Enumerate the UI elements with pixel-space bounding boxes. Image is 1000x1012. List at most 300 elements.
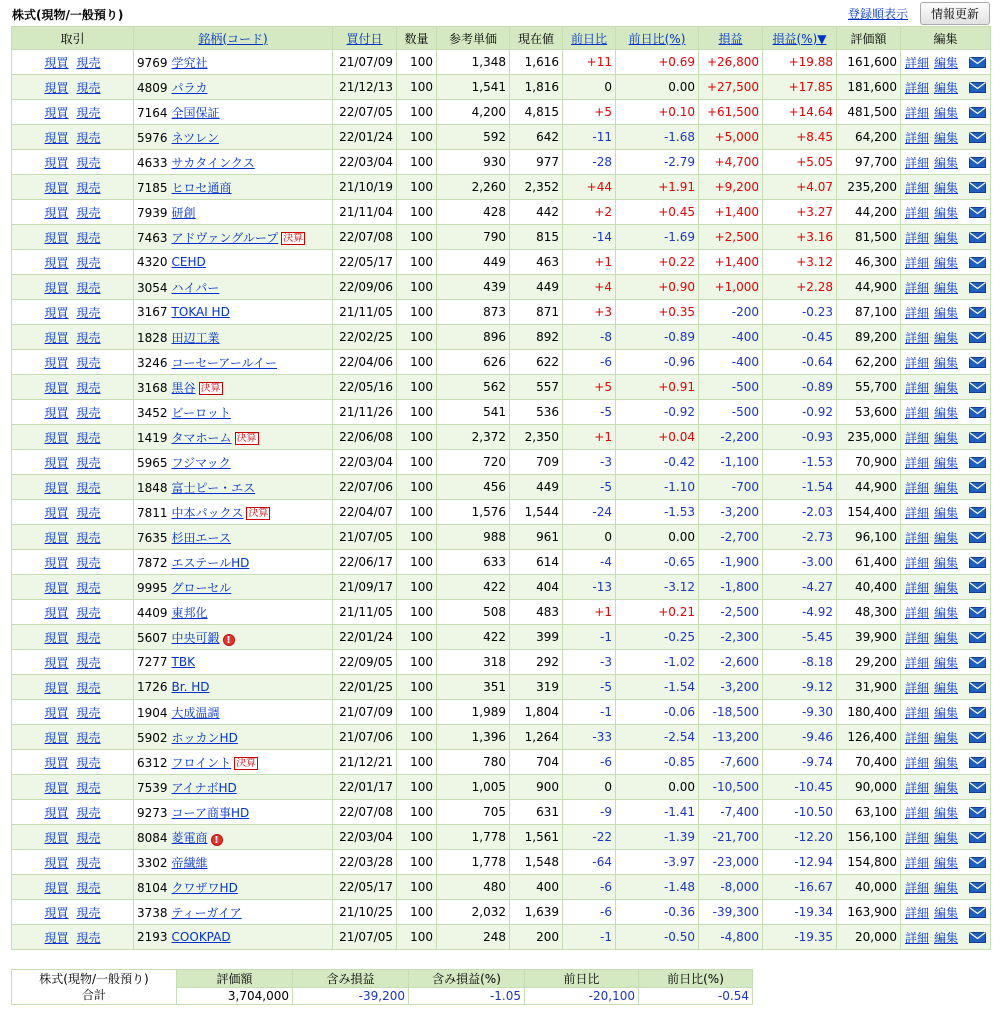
buy-link[interactable]: 現買 [44,430,69,445]
table-row [12,925,991,950]
buy-link[interactable]: 現買 [44,555,69,570]
stock-name-link[interactable]: 中央可鍛 [171,630,220,645]
detail-link[interactable]: 詳細 [904,155,929,170]
edit-link[interactable]: 編集 [934,230,959,245]
buy-date: 21/12/13 [333,75,397,100]
detail-link[interactable]: 詳細 [904,130,929,145]
profit-loss-pct: -5.45 [763,625,837,650]
day-change-pct: -1.39 [616,825,699,850]
sell-link[interactable]: 現売 [76,430,101,445]
sort-buy-date-link[interactable]: 買付日 [346,31,383,46]
trade-cell [12,575,134,600]
buy-link[interactable]: 現買 [44,355,69,370]
buy-date: 21/11/05 [333,300,397,325]
buy-link[interactable]: 現買 [44,505,69,520]
edit-link[interactable]: 編集 [934,280,959,295]
stock-name-link[interactable]: 富士ピー・エス [171,480,256,495]
day-change: -5 [563,475,616,500]
trade-cell [12,750,134,775]
current-price: 900 [510,775,563,800]
buy-link[interactable]: 現買 [44,480,69,495]
edit-link[interactable]: 編集 [934,705,959,720]
mail-icon[interactable] [969,907,986,918]
stock-name-link[interactable]: ティーガイア [171,905,242,920]
ref-price: 1,005 [437,775,510,800]
edit-link[interactable]: 編集 [934,480,959,495]
registration-order-link[interactable]: 登録順表示 [847,7,908,21]
stock-name-link[interactable]: 全国保証 [171,105,220,120]
valuation: 20,000 [837,925,901,950]
buy-link[interactable]: 現買 [44,930,69,945]
sell-link[interactable]: 現売 [76,505,101,520]
detail-link[interactable]: 詳細 [904,355,929,370]
refresh-info-button[interactable]: 情報更新 [920,2,990,25]
table-row [12,900,991,925]
sell-link[interactable]: 現売 [76,280,101,295]
buy-link[interactable]: 現買 [44,80,69,95]
buy-link[interactable]: 現買 [44,580,69,595]
mail-icon[interactable] [969,132,986,143]
profit-loss-pct: +4.07 [763,175,837,200]
valuation: 63,100 [837,800,901,825]
sell-link[interactable]: 現売 [76,355,101,370]
buy-link[interactable]: 現買 [44,855,69,870]
day-change: -6 [563,750,616,775]
edit-link[interactable]: 編集 [934,80,959,95]
detail-link[interactable]: 詳細 [904,780,929,795]
edit-link[interactable]: 編集 [934,305,959,320]
edit-link[interactable]: 編集 [934,155,959,170]
mail-icon[interactable] [969,757,986,768]
day-change: +1 [563,600,616,625]
sell-link[interactable]: 現売 [76,705,101,720]
buy-link[interactable]: 現買 [44,330,69,345]
sort-day-change-pct-link[interactable]: 前日比(%) [628,31,686,46]
detail-link[interactable]: 詳細 [904,630,929,645]
mail-icon[interactable] [969,832,986,843]
ref-price: 988 [437,525,510,550]
sell-link[interactable]: 現売 [76,105,101,120]
table-row [12,325,991,350]
stock-name-link[interactable]: 菱電商 [171,830,208,845]
buy-date: 21/10/19 [333,175,397,200]
mail-icon[interactable] [969,282,986,293]
stock-code: 9769 [137,55,168,70]
stock-name-link[interactable]: エステールHD [171,555,250,570]
day-change: +44 [563,175,616,200]
stock-code: 6312 [137,755,168,770]
trade-cell [12,425,134,450]
stock-code: 7539 [137,780,168,795]
edit-link[interactable]: 編集 [934,505,959,520]
detail-link[interactable]: 詳細 [904,655,929,670]
detail-link[interactable]: 詳細 [904,680,929,695]
buy-link[interactable]: 現買 [44,205,69,220]
stock-name-link[interactable]: TOKAI HD [171,305,230,319]
stock-name-link[interactable]: フロイント [171,755,232,770]
sell-link[interactable]: 現売 [76,855,101,870]
detail-link[interactable]: 詳細 [904,455,929,470]
edit-link[interactable]: 編集 [934,880,959,895]
buy-date: 22/09/05 [333,650,397,675]
stock-name-link[interactable]: 杉田エース [171,530,231,545]
mail-icon[interactable] [969,682,986,693]
buy-link[interactable]: 現買 [44,455,69,470]
ref-price: 4,200 [437,100,510,125]
sell-link[interactable]: 現売 [76,830,101,845]
sort-day-change-link[interactable]: 前日比 [570,31,607,46]
sell-link[interactable]: 現売 [76,905,101,920]
edit-link[interactable]: 編集 [934,555,959,570]
detail-link[interactable]: 詳細 [904,405,929,420]
mail-icon[interactable] [969,732,986,743]
stock-name-link[interactable]: タマホーム [171,430,232,445]
detail-link[interactable]: 詳細 [904,430,929,445]
edit-link[interactable]: 編集 [934,330,959,345]
stock-name-link[interactable]: 研創 [171,205,196,220]
sell-link[interactable]: 現売 [76,805,101,820]
mail-icon[interactable] [969,407,986,418]
sell-link[interactable]: 現売 [76,55,101,70]
mail-icon[interactable] [969,357,986,368]
edit-link[interactable]: 編集 [934,255,959,270]
buy-link[interactable]: 現買 [44,180,69,195]
detail-link[interactable]: 詳細 [904,830,929,845]
current-price: 2,352 [510,175,563,200]
stock-name-link[interactable]: コーセーアールイー [171,355,278,370]
stock-name-link[interactable]: 東邦化 [171,605,208,620]
edit-link[interactable]: 編集 [934,780,959,795]
trade-cell [12,800,134,825]
day-change: +5 [563,100,616,125]
stock-name-link[interactable]: ホッカンHD [171,730,238,745]
mail-icon[interactable] [969,82,986,93]
edit-cell [901,175,991,200]
ref-price: 790 [437,225,510,250]
buy-date: 22/05/17 [333,875,397,900]
detail-link[interactable]: 詳細 [904,555,929,570]
detail-link[interactable]: 詳細 [904,805,929,820]
edit-link[interactable]: 編集 [934,180,959,195]
detail-link[interactable]: 詳細 [904,905,929,920]
mail-icon[interactable] [969,257,986,268]
stock-name-link[interactable]: ヒロセ通商 [171,180,232,195]
edit-link[interactable]: 編集 [934,680,959,695]
buy-link[interactable]: 現買 [44,605,69,620]
mail-icon[interactable] [969,232,986,243]
buy-link[interactable]: 現買 [44,655,69,670]
buy-link[interactable]: 現買 [44,780,69,795]
buy-link[interactable]: 現買 [44,55,69,70]
buy-link[interactable]: 現買 [44,305,69,320]
mail-icon[interactable] [969,607,986,618]
stock-name-link[interactable]: ネツレン [171,130,219,145]
sell-link[interactable]: 現売 [76,180,101,195]
edit-link[interactable]: 編集 [934,855,959,870]
detail-link[interactable]: 詳細 [904,180,929,195]
buy-link[interactable]: 現買 [44,705,69,720]
edit-link[interactable]: 編集 [934,530,959,545]
buy-link[interactable]: 現買 [44,805,69,820]
edit-link[interactable]: 編集 [934,130,959,145]
mail-icon[interactable] [969,482,986,493]
trade-cell [12,775,134,800]
buy-link[interactable]: 現買 [44,880,69,895]
table-row [12,550,991,575]
sell-link[interactable]: 現売 [76,780,101,795]
buy-link[interactable]: 現買 [44,530,69,545]
mail-icon[interactable] [969,707,986,718]
edit-link[interactable]: 編集 [934,205,959,220]
sell-link[interactable]: 現売 [76,730,101,745]
detail-link[interactable]: 詳細 [904,605,929,620]
mail-icon[interactable] [969,507,986,518]
stock-name-link[interactable]: CEHD [171,255,206,269]
detail-link[interactable]: 詳細 [904,930,929,945]
sell-link[interactable]: 現売 [76,555,101,570]
stock-name-link[interactable]: TBK [171,655,195,669]
detail-link[interactable]: 詳細 [904,505,929,520]
mail-icon[interactable] [969,382,986,393]
edit-link[interactable]: 編集 [934,655,959,670]
buy-link[interactable]: 現買 [44,230,69,245]
mail-icon[interactable] [969,782,986,793]
profit-loss: -8,000 [699,875,763,900]
detail-link[interactable]: 詳細 [904,105,929,120]
mail-icon[interactable] [969,432,986,443]
current-price: 442 [510,200,563,225]
sell-link[interactable]: 現売 [76,380,101,395]
detail-link[interactable]: 詳細 [904,380,929,395]
edit-link[interactable]: 編集 [934,455,959,470]
mail-icon[interactable] [969,557,986,568]
stock-name-link[interactable]: 黒谷 [171,380,196,395]
buy-link[interactable]: 現買 [44,905,69,920]
stock-name-link[interactable]: コーア商事HD [171,805,250,820]
mail-icon[interactable] [969,657,986,668]
buy-link[interactable]: 現買 [44,255,69,270]
detail-link[interactable]: 詳細 [904,330,929,345]
sell-link[interactable]: 現売 [76,405,101,420]
detail-link[interactable]: 詳細 [904,855,929,870]
top-bar [10,2,990,26]
buy-link[interactable]: 現買 [44,830,69,845]
detail-link[interactable]: 詳細 [904,755,929,770]
buy-link[interactable]: 現買 [44,105,69,120]
trade-cell [12,150,134,175]
name-cell [134,675,333,700]
detail-link[interactable]: 詳細 [904,255,929,270]
current-price: 1,804 [510,700,563,725]
sell-link[interactable]: 現売 [76,130,101,145]
sell-link[interactable]: 現売 [76,680,101,695]
edit-link[interactable]: 編集 [934,905,959,920]
detail-link[interactable]: 詳細 [904,55,929,70]
sell-link[interactable]: 現売 [76,255,101,270]
buy-date: 21/12/21 [333,750,397,775]
edit-cell [901,475,991,500]
name-cell [134,900,333,925]
stock-name-link[interactable]: フジマック [171,455,231,470]
buy-link[interactable]: 現買 [44,280,69,295]
sort-pl-pct-link[interactable]: 損益(%)▼ [772,31,827,46]
buy-link[interactable]: 現買 [44,130,69,145]
stock-name-link[interactable]: 大成温調 [171,705,220,720]
alert-icon[interactable]: ! [223,634,235,646]
day-change-pct: -1.10 [616,475,699,500]
detail-link[interactable]: 詳細 [904,230,929,245]
edit-link[interactable]: 編集 [934,355,959,370]
stock-name-link[interactable]: Br. HD [171,680,210,694]
sell-link[interactable]: 現売 [76,630,101,645]
profit-loss-pct: -19.35 [763,925,837,950]
mail-icon[interactable] [969,632,986,643]
stock-name-link[interactable]: クワザワHD [171,880,238,895]
mail-icon[interactable] [969,532,986,543]
col-pl-pct[interactable] [763,27,837,50]
sell-link[interactable]: 現売 [76,755,101,770]
detail-link[interactable]: 詳細 [904,730,929,745]
stock-code: 7811 [137,505,168,520]
profit-loss-pct: -9.12 [763,675,837,700]
stock-name-link[interactable]: パラカ [171,80,208,95]
edit-link[interactable]: 編集 [934,630,959,645]
sell-link[interactable]: 現売 [76,480,101,495]
col-name[interactable] [134,27,333,50]
mail-icon[interactable] [969,582,986,593]
day-change: -1 [563,625,616,650]
mail-icon[interactable] [969,107,986,118]
stock-name-link[interactable]: 田辺工業 [171,330,220,345]
col-day-change[interactable] [563,27,616,50]
buy-date: 21/11/04 [333,200,397,225]
mail-icon[interactable] [969,882,986,893]
edit-link[interactable]: 編集 [934,580,959,595]
col-buy-date[interactable] [333,27,397,50]
sell-link[interactable]: 現売 [76,655,101,670]
buy-link[interactable]: 現買 [44,680,69,695]
detail-link[interactable]: 詳細 [904,480,929,495]
detail-link[interactable]: 詳細 [904,80,929,95]
edit-link[interactable]: 編集 [934,730,959,745]
detail-link[interactable]: 詳細 [904,880,929,895]
sell-link[interactable]: 現売 [76,205,101,220]
edit-link[interactable]: 編集 [934,930,959,945]
stock-name-link[interactable]: ハイパー [171,280,220,295]
mail-icon[interactable] [969,157,986,168]
detail-link[interactable]: 詳細 [904,705,929,720]
edit-link[interactable]: 編集 [934,105,959,120]
sell-link[interactable]: 現売 [76,230,101,245]
detail-link[interactable]: 詳細 [904,205,929,220]
stock-name-link[interactable]: 学究社 [171,55,208,70]
buy-link[interactable]: 現買 [44,380,69,395]
summary-head-valuation: 評価額 [177,970,293,988]
profit-loss-pct: -1.53 [763,450,837,475]
edit-link[interactable]: 編集 [934,755,959,770]
stock-name-link[interactable]: ビーロット [171,405,231,420]
stock-name-link[interactable]: サカタインクス [171,155,255,170]
col-pl[interactable] [699,27,763,50]
sell-link[interactable]: 現売 [76,305,101,320]
sort-pl-link[interactable]: 損益 [718,31,743,46]
day-change: +4 [563,275,616,300]
day-change-pct: -0.89 [616,325,699,350]
sell-link[interactable]: 現売 [76,80,101,95]
ref-price: 896 [437,325,510,350]
trade-cell [12,725,134,750]
detail-link[interactable]: 詳細 [904,580,929,595]
quantity: 100 [397,250,437,275]
edit-link[interactable]: 編集 [934,430,959,445]
table-row [12,75,991,100]
alert-icon[interactable]: ! [211,834,223,846]
table-row [12,725,991,750]
mail-icon[interactable] [969,807,986,818]
valuation: 44,900 [837,275,901,300]
buy-link[interactable]: 現買 [44,630,69,645]
mail-icon[interactable] [969,457,986,468]
detail-link[interactable]: 詳細 [904,530,929,545]
sell-link[interactable]: 現売 [76,880,101,895]
profit-loss-pct: -0.45 [763,325,837,350]
valuation: 64,200 [837,125,901,150]
stock-name-link[interactable]: アイナボHD [171,780,237,795]
edit-link[interactable]: 編集 [934,830,959,845]
buy-link[interactable]: 現買 [44,755,69,770]
detail-link[interactable]: 詳細 [904,305,929,320]
buy-link[interactable]: 現買 [44,730,69,745]
mail-icon[interactable] [969,207,986,218]
sell-link[interactable]: 現売 [76,930,101,945]
name-cell [134,100,333,125]
stock-name-link[interactable]: 帝繊維 [171,855,208,870]
mail-icon[interactable] [969,332,986,343]
quantity: 100 [397,500,437,525]
sell-link[interactable]: 現売 [76,155,101,170]
edit-link[interactable]: 編集 [934,605,959,620]
sort-name-link[interactable]: 銘柄(コード) [198,31,268,46]
sell-link[interactable]: 現売 [76,580,101,595]
mail-icon[interactable] [969,182,986,193]
day-change: -24 [563,500,616,525]
stock-name-link[interactable]: COOKPAD [171,930,231,944]
sell-link[interactable]: 現売 [76,605,101,620]
mail-icon[interactable] [969,307,986,318]
profit-loss-pct: -2.73 [763,525,837,550]
edit-link[interactable]: 編集 [934,380,959,395]
buy-link[interactable]: 現買 [44,405,69,420]
stock-name-link[interactable]: アドヴァングループ [171,230,279,245]
edit-cell [901,125,991,150]
stock-name-link[interactable]: 中本パックス [171,505,244,520]
detail-link[interactable]: 詳細 [904,280,929,295]
valuation: 90,000 [837,775,901,800]
mail-icon[interactable] [969,932,986,943]
buy-link[interactable]: 現買 [44,155,69,170]
edit-link[interactable]: 編集 [934,405,959,420]
name-cell [134,850,333,875]
sell-link[interactable]: 現売 [76,530,101,545]
edit-link[interactable]: 編集 [934,805,959,820]
mail-icon[interactable] [969,857,986,868]
sell-link[interactable]: 現売 [76,330,101,345]
sell-link[interactable]: 現売 [76,455,101,470]
mail-icon[interactable] [969,57,986,68]
edit-link[interactable]: 編集 [934,55,959,70]
stock-name-link[interactable]: グローセル [171,580,232,595]
col-day-change-pct[interactable] [616,27,699,50]
